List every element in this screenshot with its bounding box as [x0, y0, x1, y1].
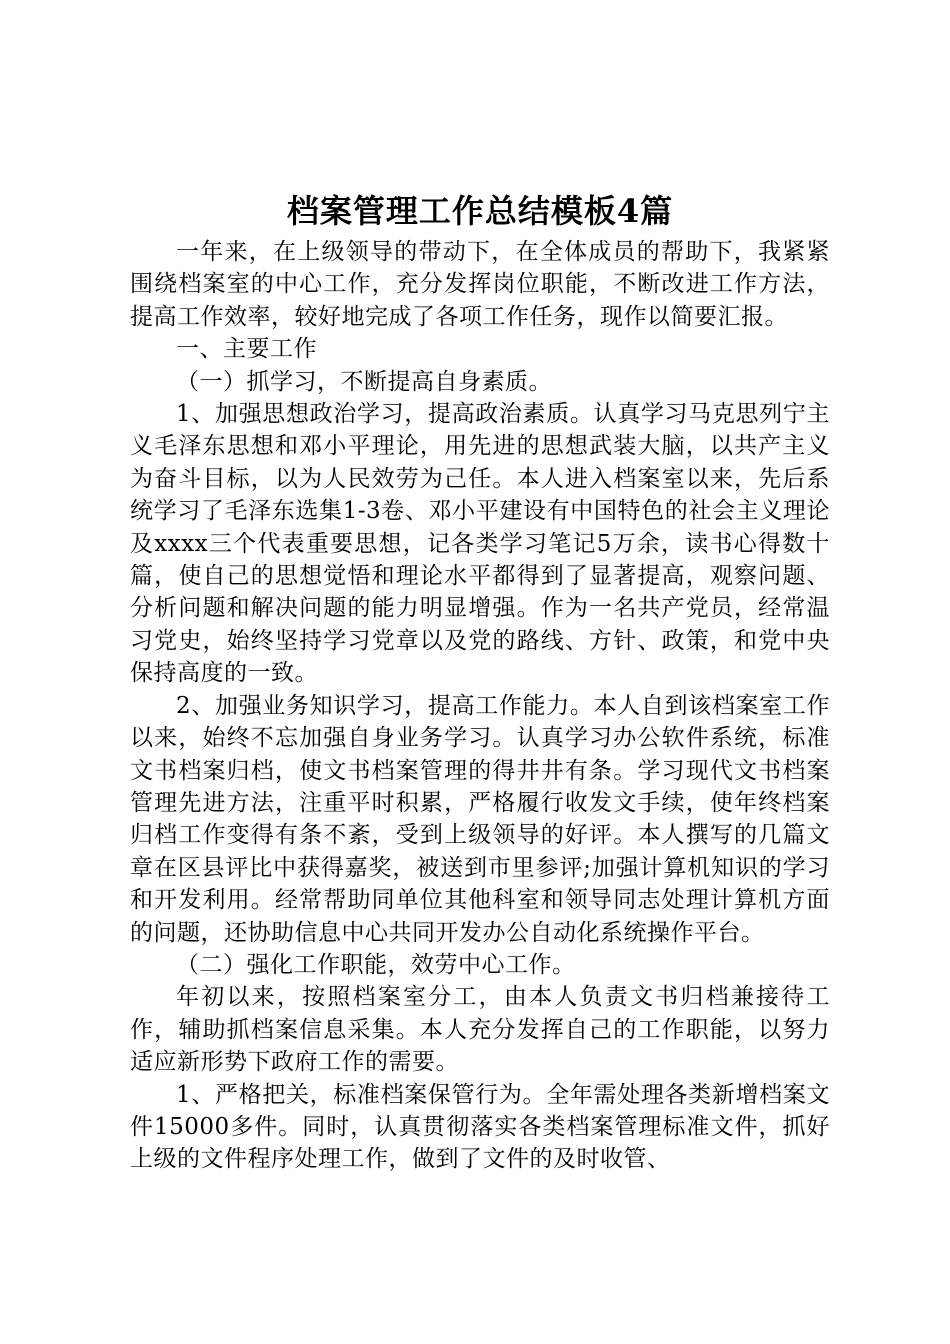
paragraph-intro: 一年来，在上级领导的带动下，在全体成员的帮助下，我紧紧围绕档案室的中心工作，充分发挥岗位职能，不断改进工作方法，提高工作效率，较好地完成了各项工作任务，现作以简要汇报。 [130, 239, 830, 330]
paragraph-subheading-study: （一）抓学习，不断提高自身素质。 [176, 368, 552, 395]
paragraph-heading-main-work: 一、主要工作 [176, 336, 317, 363]
document-body [130, 188, 830, 1176]
paragraph-subheading-function: （二）强化工作职能，效劳中心工作。 [176, 951, 576, 978]
paragraph-division-of-work: 年初以来，按照档案室分工，由本人负责文书归档兼接待工作，辅助抓档案信息采集。本人充分发挥自己的工作职能，以努力适应新形势下政府工作的需要。 [130, 984, 830, 1076]
paragraph-archive-control: 1、严格把关，标准档案保管行为。全年需处理各类新增档案文件15000多件。同时，认真贯彻落实各类档案管理标准文件，抓好上级的文件程序处理工作，做到了文件的及时收管、 [130, 1081, 830, 1173]
paragraph-business-study: 2、加强业务知识学习，提高工作能力。本人自到该档案室工作以来，始终不忘加强自身业务学习。认真学习办公软件系统，标准文书档案归档，使文书档案管理的得井井有条。学习现代文书档案管理先进方法，注重平时积累，严格履行收发文手续，使年终档案归档工作变得有条不紊，受到上级领导的好评。本人撰写的几篇文章在区县评比中获得嘉奖，被送到市里参评;加强计算机知识的学习和开发利用。经常帮助同单位其他科室和领导同志处理计算机方面的问题，还协助信息中心共同开发办公自动化系统操作平台。 [130, 692, 830, 946]
paragraph-political-study: 1、加强思想政治学习，提高政治素质。认真学习马克思列宁主义毛泽东思想和邓小平理论，用先进的思想武装大脑，以共产主义为奋斗目标，以为人民效劳为己任。本人进入档案室以来，先后系统学习了毛泽东选集1-3卷、邓小平建设有中国特色的社会主义理论及xxxx三个代表重要思想，记各类学习笔记5万余，读书心得数十篇，使自己的思想觉悟和理论水平都得到了显著提高，观察问题、分析问题和解决问题的能力明显增强。作为一名共产党员，经常温习党史，始终坚持学习党章以及党的路线、方针、政策，和党中央保持高度的一致。 [130, 401, 830, 687]
document-title: 档案管理工作总结模板4篇 [286, 192, 674, 230]
